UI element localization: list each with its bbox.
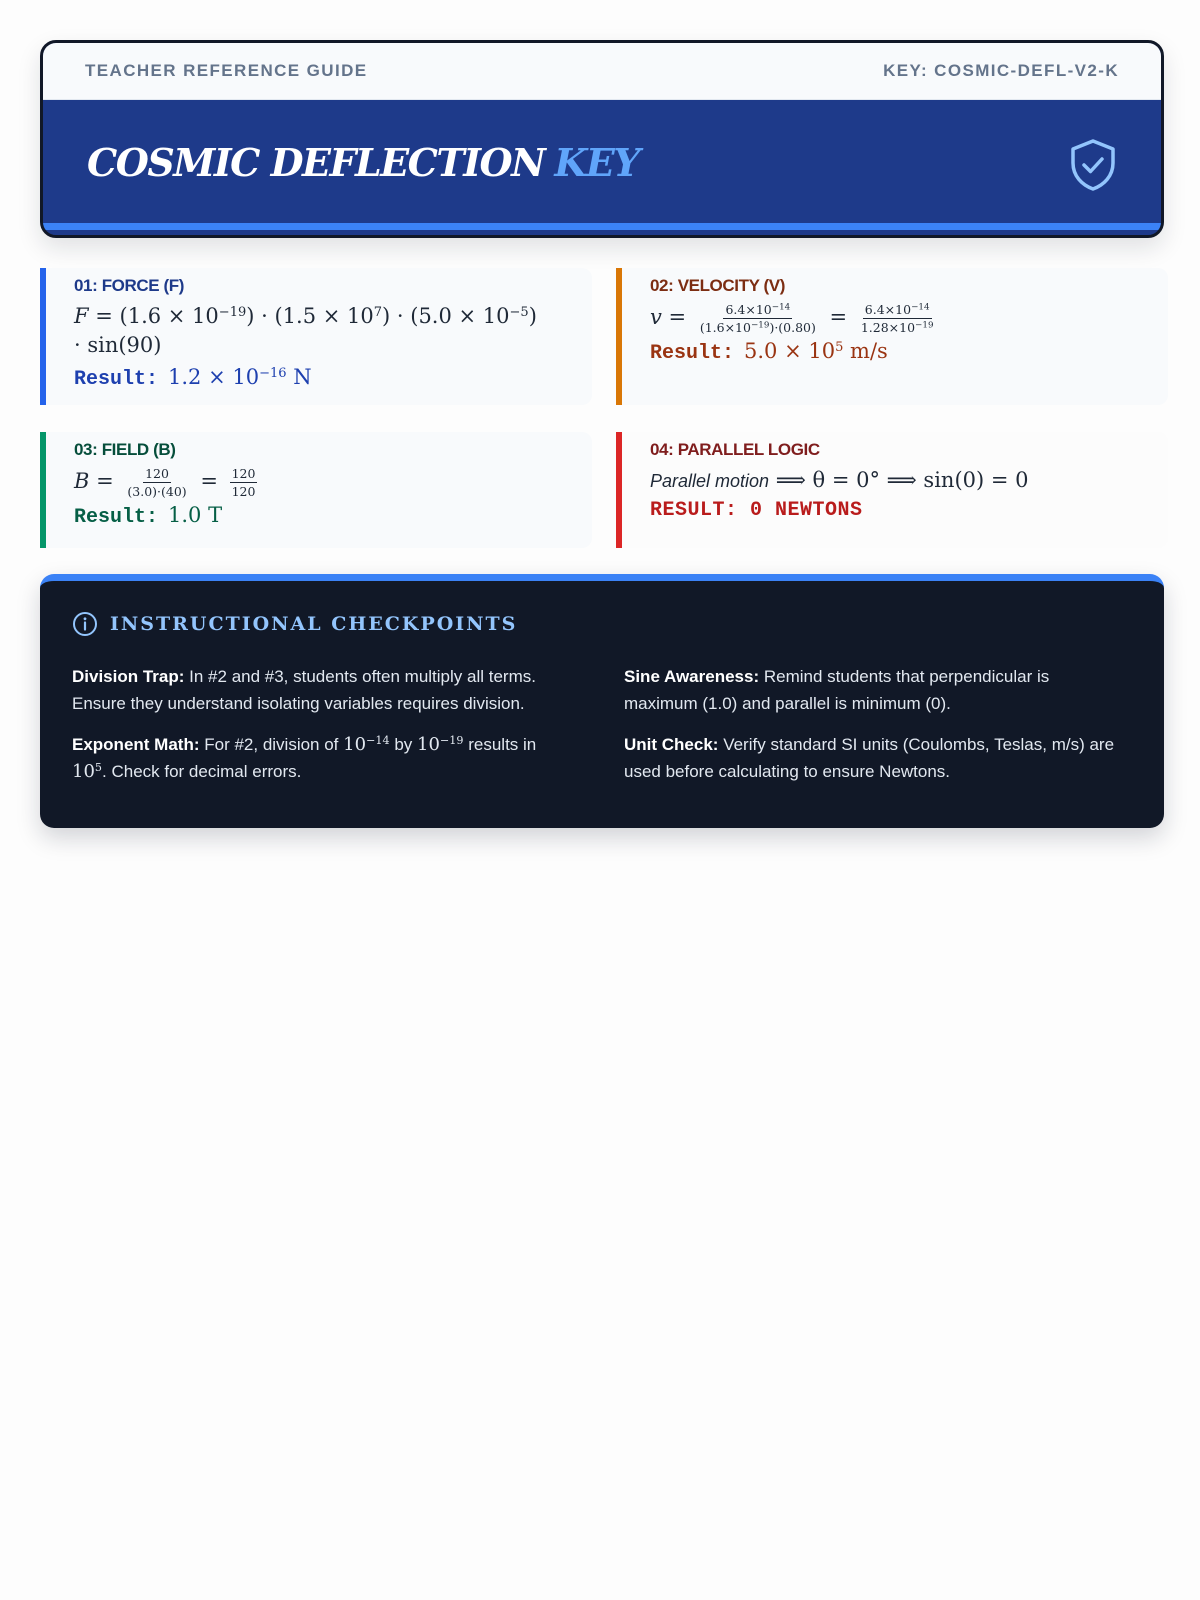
velocity-equation: v = $\frac{6.4\times 10^{-14}}{(1.6\times 10^{-19})\cdot(0.80)}$ = $\frac{6.4\times 10^{-14}}{1.28\times 10^{-19}}$ bbox=[650, 302, 934, 335]
checkpoint-label: Unit Check: bbox=[624, 735, 719, 754]
checkpoint-item bbox=[624, 663, 1124, 717]
problem-card-force bbox=[40, 268, 592, 405]
exponent-math: $10^5$ bbox=[72, 760, 103, 782]
checkpoint-text: For #2, division of bbox=[204, 735, 339, 754]
checkpoint-text: by bbox=[394, 735, 413, 754]
force-equation: $F = (1.6 \times 10^{-19}) \cdot (1.5 \times 10^7) \cdot (5.0 \times 10^{-5})$ · sin(90) bbox=[74, 304, 537, 358]
checkpoint-item bbox=[72, 731, 572, 785]
checkpoint-label: Division Trap: bbox=[72, 667, 185, 686]
guide-label: TEACHER REFERENCE GUIDE bbox=[85, 61, 368, 80]
result-label: Result: bbox=[74, 367, 159, 391]
result-label: Result: bbox=[74, 506, 159, 529]
field-equation: B = $\frac{120}{(3.0)\cdot(40)}$ = $\frac{120}{120}$ bbox=[74, 466, 256, 499]
header-meta-bar bbox=[43, 43, 1161, 100]
result-value: 1.0 T bbox=[168, 503, 223, 527]
parallel-equation bbox=[650, 466, 1168, 495]
field-result bbox=[74, 503, 592, 529]
fraction: $\frac{6.4\times 10^{-14}}{(1.6\times 10^{-19})\cdot(0.80)}$ bbox=[699, 302, 816, 335]
problem-title: 02: VELOCITY (V) bbox=[650, 276, 785, 295]
velocity-result bbox=[650, 339, 1168, 365]
fraction: $\frac{120}{120}$ bbox=[231, 466, 256, 499]
checkpoints-left-column bbox=[72, 663, 572, 799]
info-icon bbox=[72, 611, 98, 637]
problem-card-parallel-logic bbox=[616, 432, 1168, 548]
checkpoint-label: Exponent Math: bbox=[72, 735, 200, 754]
equation-text: Parallel motion bbox=[650, 471, 770, 491]
header-card bbox=[40, 40, 1164, 238]
checkpoint-text: results in bbox=[468, 735, 537, 754]
answer-key-code: KEY: COSMIC-DEFL-V2-K bbox=[883, 61, 1119, 80]
fraction: $\frac{120}{(3.0)\cdot(40)}$ bbox=[127, 466, 187, 499]
result-value: $5.0 \times 10^5$ m/s bbox=[744, 339, 888, 363]
title-accent: KEY bbox=[554, 139, 639, 185]
checkpoint-item bbox=[624, 731, 1124, 785]
checkpoint-text: Verify standard SI units (Coulombs, Teslas, m/s) are used before calculating to ensure Newtons. bbox=[624, 735, 1115, 781]
equation-math: ⟹ θ = 0° ⟹ sin(0) = 0 bbox=[775, 468, 1029, 492]
problem-title: 01: FORCE (F) bbox=[74, 276, 185, 295]
page-title bbox=[87, 140, 639, 185]
instructional-checkpoints-panel bbox=[40, 574, 1164, 828]
checkpoints-title: INSTRUCTIONAL CHECKPOINTS bbox=[110, 613, 518, 635]
title-main: COSMIC DEFLECTION bbox=[87, 139, 545, 185]
checkpoint-item bbox=[72, 663, 572, 717]
checkpoints-header bbox=[72, 611, 1132, 637]
shield-check-icon bbox=[1069, 138, 1117, 192]
checkpoint-text: . Check for decimal errors. bbox=[102, 762, 302, 781]
exponent-math: $10^{-14}$ bbox=[343, 733, 390, 755]
result-label: Result: bbox=[650, 342, 735, 365]
result-value: $1.2 \times 10^{-16}$ N bbox=[168, 364, 312, 389]
problem-title: 03: FIELD (B) bbox=[74, 440, 176, 459]
fraction: $\frac{6.4\times 10^{-14}}{1.28\times 10^{-19}}$ bbox=[860, 302, 934, 335]
problem-card-velocity bbox=[616, 268, 1168, 405]
parallel-result: RESULT: 0 NEWTONS bbox=[650, 499, 863, 523]
exponent-math: $10^{-19}$ bbox=[417, 733, 464, 755]
problem-card-field bbox=[40, 432, 592, 548]
checkpoint-label: Sine Awareness: bbox=[624, 667, 760, 686]
checkpoint-text: Remind students that perpendicular is maximum (1.0) and parallel is minimum (0). bbox=[624, 667, 1050, 713]
problem-title: 04: PARALLEL LOGIC bbox=[650, 440, 820, 459]
checkpoint-text: In #2 and #3, students often multiply all terms. Ensure they understand isolating variables requires division. bbox=[72, 667, 536, 713]
force-result bbox=[74, 365, 592, 391]
header-banner bbox=[43, 100, 1161, 230]
checkpoints-right-column bbox=[624, 663, 1124, 799]
header-accent-bar bbox=[43, 223, 1161, 230]
